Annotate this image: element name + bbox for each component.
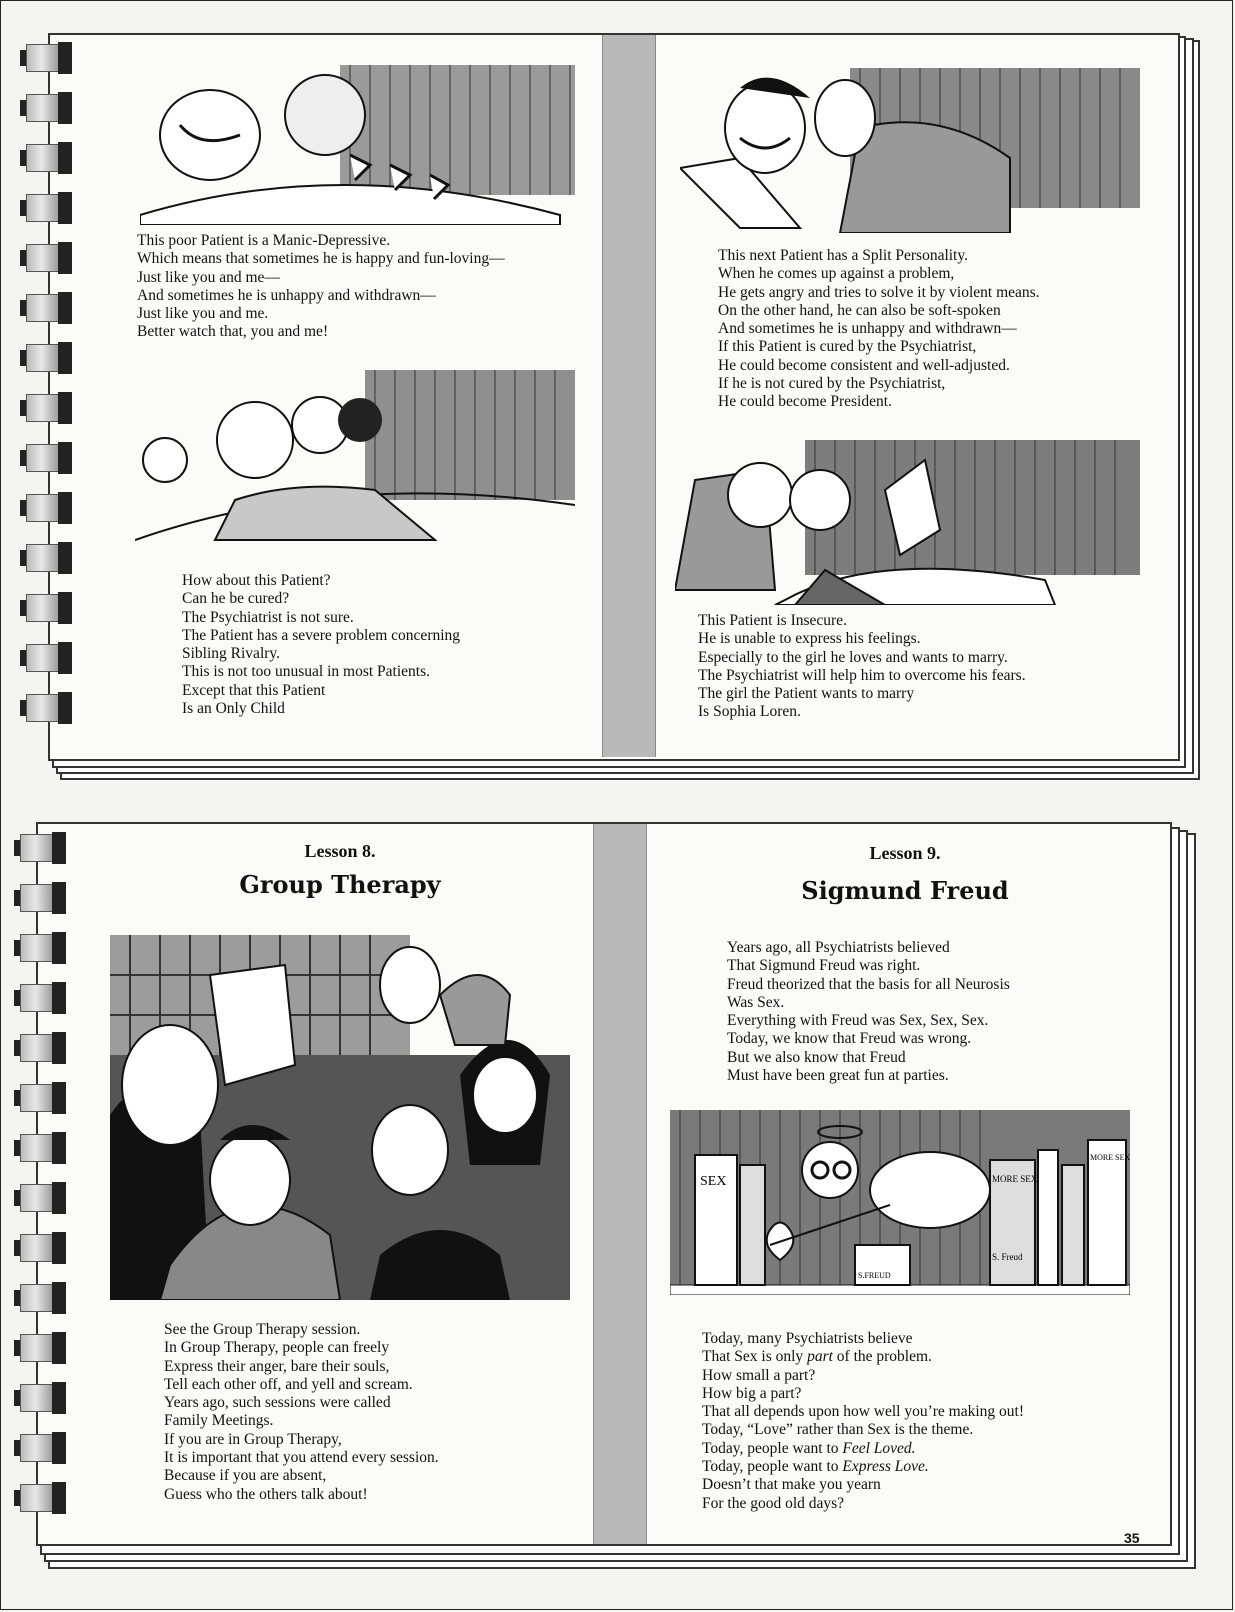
bottom-gutter <box>593 824 647 1544</box>
spiral-binding-top <box>20 40 80 740</box>
text-line: This next Patient has a Split Personality. <box>718 247 968 264</box>
book-label: S.FREUD <box>858 1271 891 1280</box>
text-line: Is Sophia Loren. <box>698 703 801 721</box>
text-line: How big a part? <box>702 1384 802 1402</box>
group-therapy-illustration <box>110 935 570 1300</box>
text-line: Years ago, all Psychiatrists believed <box>727 939 950 956</box>
spiral-binding-bottom <box>14 830 74 1530</box>
text-line: Years ago, such sessions were called <box>164 1394 391 1412</box>
text-line: This Patient is Insecure. <box>698 612 847 629</box>
text-line: Today, “Love” rather than Sex is the theme. <box>702 1421 974 1439</box>
text-line: The Psychiatrist is not sure. <box>182 608 354 626</box>
text-line: This is not too unusual in most Patients. <box>182 663 431 681</box>
text-line: Doesn’t that make you yearn <box>702 1476 881 1494</box>
text-line: Is an Only Child <box>182 700 285 718</box>
text-line: Which means that sometimes he is happy and fun-loving— <box>137 250 505 268</box>
book-label: SEX <box>700 1174 727 1189</box>
freud-cupid-illustration <box>670 1110 1130 1295</box>
emphasis: part <box>807 1348 833 1366</box>
text-line: How small a part? <box>702 1366 816 1384</box>
text-line: Except that this Patient <box>182 681 326 699</box>
text-line: Was Sex. <box>727 993 785 1011</box>
freud-intro-text <box>727 939 1010 1085</box>
text-line: It is important that you attend every session. <box>164 1449 439 1467</box>
text-line: And sometimes he is unhappy and withdrawn— <box>718 320 1017 338</box>
text-line: If you are in Group Therapy, <box>164 1430 342 1448</box>
lesson-8-label: Lesson 8. <box>304 841 376 861</box>
book-label: S. Freud <box>992 1252 1023 1262</box>
text-line: Family Meetings. <box>164 1412 274 1430</box>
text-line: The girl the Patient wants to marry <box>698 685 915 703</box>
text-line: That all depends upon how well you’re making out! <box>702 1403 1024 1421</box>
text-line: Freud theorized that the basis for all Neurosis <box>727 975 1010 993</box>
text-line: The Patient has a severe problem concerning <box>182 626 461 644</box>
text-line: Everything with Freud was Sex, Sex, Sex. <box>727 1012 989 1030</box>
text-line: This poor Patient is a Manic-Depressive. <box>137 232 391 249</box>
text-line: He is unable to express his feelings. <box>698 630 921 648</box>
text-line: If this Patient is cured by the Psychiatrist, <box>718 338 977 356</box>
text-line: Because if you are absent, <box>164 1467 327 1485</box>
text-line: The Psychiatrist will help him to overcome his fears. <box>698 666 1026 684</box>
sigmund-freud-title: Sigmund Freud <box>801 876 1009 905</box>
text-line: He gets angry and tries to solve it by violent means. <box>718 283 1040 301</box>
text-line <box>702 1440 1024 1458</box>
text-line: That Sigmund Freud was right. <box>727 957 921 975</box>
freud-love-text <box>702 1330 1024 1513</box>
text-line <box>702 1348 1024 1366</box>
text-line: Just like you and me— <box>137 268 280 286</box>
text-line: Guess who the others talk about! <box>164 1485 368 1503</box>
text-line: Must have been great fun at parties. <box>727 1067 949 1085</box>
text-line: Today, many Psychiatrists believe <box>702 1330 913 1347</box>
book-label: MORE SEX <box>992 1174 1038 1184</box>
text-line: On the other hand, he can also be soft-spoken <box>718 301 1001 319</box>
text-line: When he comes up against a problem, <box>718 265 955 283</box>
page-number: 35 <box>1124 1530 1140 1546</box>
text-line: If he is not cured by the Psychiatrist, <box>718 375 946 393</box>
text-line: He could become consistent and well-adjusted. <box>718 356 1010 374</box>
text-line: He could become President. <box>718 393 892 411</box>
text-line: See the Group Therapy session. <box>164 1321 361 1338</box>
text-line: How about this Patient? <box>182 572 331 589</box>
text-span: of the problem. <box>832 1348 932 1366</box>
text-span: Today, people want to <box>702 1439 843 1457</box>
text-span: That Sex is only <box>702 1348 808 1366</box>
text-line: In Group Therapy, people can freely <box>164 1339 390 1357</box>
group-therapy-title: Group Therapy <box>239 870 441 899</box>
text-line: Can he be cured? <box>182 590 290 608</box>
emphasis: Express Love. <box>842 1458 929 1476</box>
lesson-9-label: Lesson 9. <box>869 843 941 863</box>
text-line: Express their anger, bare their souls, <box>164 1357 390 1375</box>
text-span: Today, people want to <box>702 1458 843 1476</box>
text-line: Better watch that, you and me! <box>137 323 329 341</box>
text-line: Tell each other off, and yell and scream. <box>164 1375 413 1393</box>
text-line: For the good old days? <box>702 1494 845 1512</box>
text-line: Just like you and me. <box>137 305 269 323</box>
text-line: But we also know that Freud <box>727 1048 906 1066</box>
text-line: Especially to the girl he loves and wants to marry. <box>698 648 1008 666</box>
text-line <box>702 1458 1024 1476</box>
text-line: And sometimes he is unhappy and withdrawn— <box>137 286 436 304</box>
book-label: MORE SEX <box>1090 1153 1130 1162</box>
text-line: Sibling Rivalry. <box>182 645 281 663</box>
group-therapy-text <box>164 1321 439 1504</box>
text-line: Today, we know that Freud was wrong. <box>727 1030 972 1048</box>
emphasis: Feel Loved. <box>842 1439 916 1457</box>
